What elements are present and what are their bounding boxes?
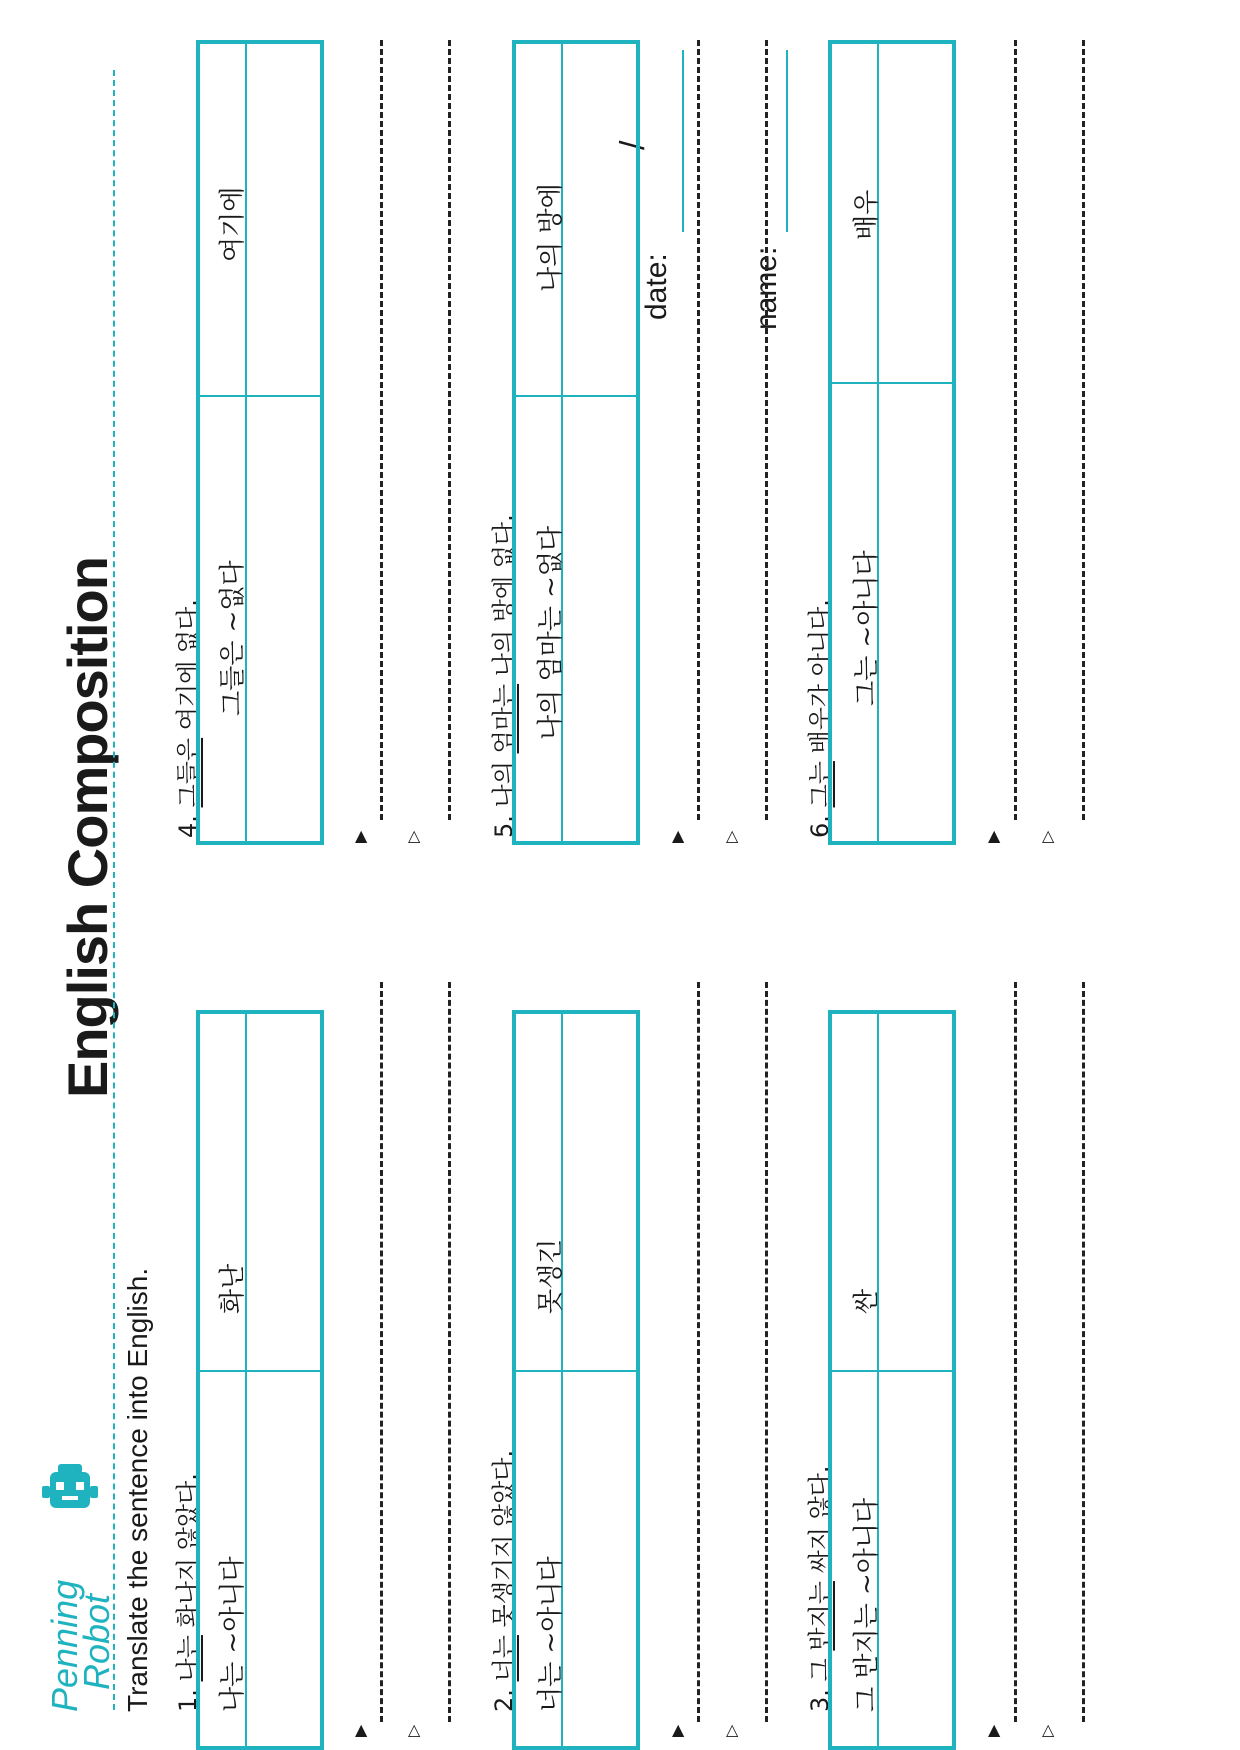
answer-marker-filled: ▲: [988, 1720, 1001, 1739]
hint-table-split: [200, 1370, 320, 1372]
answer-marker-filled: ▲: [672, 826, 685, 845]
question-sentence: 1. 나는 화나지 않았다.: [174, 1473, 202, 1712]
answer-marker-filled: ▲: [355, 1720, 368, 1739]
answer-line[interactable]: [448, 40, 451, 820]
hint-left: 나의 엄마는 ~없다: [536, 525, 566, 740]
question-sentence: 3. 그 반지는 싸지 않다.: [806, 1465, 834, 1712]
hint-right: 나의 방에: [536, 183, 566, 292]
answer-marker-outline: △: [1042, 826, 1055, 845]
hint-right: 배우: [852, 189, 882, 240]
hint-right: 화난: [218, 1263, 248, 1314]
question-sentence: 4. 그들은 여기에 없다.: [174, 599, 202, 838]
hint-left: 그 반지는 ~아니다: [852, 1497, 882, 1712]
hint-table-split: [516, 1370, 636, 1372]
date-separator: /: [614, 140, 652, 150]
hint-left: 그들은 ~없다: [218, 560, 248, 716]
answer-line[interactable]: [765, 982, 768, 1722]
hint-table-divider: [245, 44, 247, 841]
date-label: date:: [640, 253, 673, 320]
header-divider: [113, 70, 115, 1710]
hint-table-split: [832, 1370, 952, 1372]
answer-line[interactable]: [380, 982, 383, 1722]
hint-table-split: [200, 395, 320, 397]
logo-line-1: Penning: [44, 1579, 85, 1712]
hint-left: 그는 ~아니다: [852, 550, 882, 706]
hint-table: [196, 40, 324, 845]
question-sentence: 2. 너는 못생기지 않았다.: [490, 1449, 518, 1712]
hint-left: 나는 ~아니다: [218, 1556, 248, 1712]
answer-line[interactable]: [697, 982, 700, 1722]
question-sentence: 6. 그는 배우가 아니다.: [806, 599, 834, 838]
hint-table: [828, 40, 956, 845]
name-line: [786, 50, 788, 232]
page-title: English Composition: [56, 557, 119, 1098]
answer-line[interactable]: [1082, 982, 1085, 1722]
answer-line[interactable]: [697, 40, 700, 820]
answer-line[interactable]: [1082, 40, 1085, 820]
answer-line[interactable]: [448, 982, 451, 1722]
answer-marker-outline: △: [408, 1720, 421, 1739]
answer-line[interactable]: [1014, 40, 1017, 820]
answer-line[interactable]: [380, 40, 383, 820]
hint-right: 못생긴: [536, 1238, 566, 1314]
answer-marker-outline: △: [408, 826, 421, 845]
name-label: name:: [750, 246, 783, 330]
date-line: [682, 50, 684, 232]
hint-right: 여기에: [218, 186, 248, 262]
instruction-text: Translate the sentence into English.: [122, 1267, 153, 1712]
hint-table-split: [832, 382, 952, 384]
hint-table-split: [516, 395, 636, 397]
answer-marker-outline: △: [726, 1720, 739, 1739]
answer-line[interactable]: [1014, 982, 1017, 1722]
answer-marker-filled: ▲: [355, 826, 368, 845]
answer-marker-outline: △: [1042, 1720, 1055, 1739]
logo-line-2: Robot: [76, 1593, 117, 1690]
hint-right: 싼: [852, 1288, 882, 1314]
hint-left: 너는 ~아니다: [536, 1556, 566, 1712]
answer-marker-filled: ▲: [988, 826, 1001, 845]
robot-icon: [40, 1460, 100, 1530]
hint-table-divider: [877, 44, 879, 841]
answer-marker-filled: ▲: [672, 1720, 685, 1739]
question-sentence: 5. 나의 엄마는 나의 방에 없다.: [490, 514, 518, 838]
answer-marker-outline: △: [726, 826, 739, 845]
answer-line[interactable]: [765, 40, 768, 820]
